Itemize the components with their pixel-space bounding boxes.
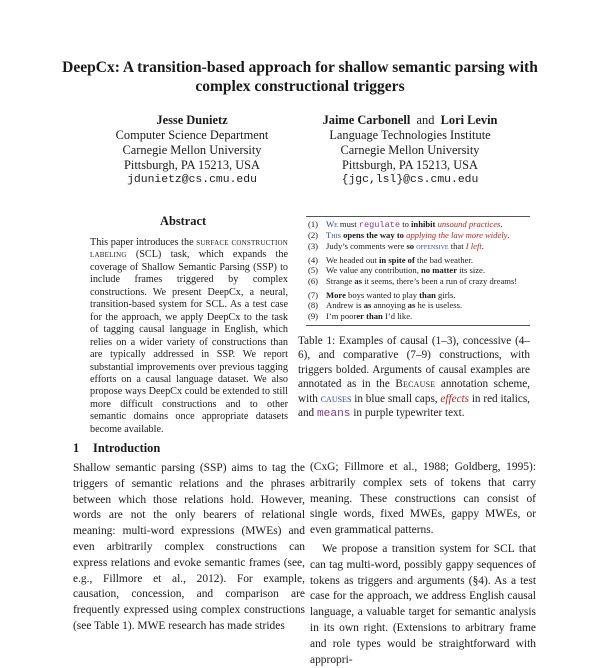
example-group-causal — [308, 219, 510, 251]
author-address: Pittsburgh, PA 15213, USA — [124, 158, 260, 172]
example-text: boys wanted to play — [345, 290, 420, 300]
trigger: no matter — [421, 265, 458, 276]
example-number: (7) — [308, 290, 319, 300]
example-text: that — [448, 240, 466, 251]
cause-arg: We — [326, 219, 338, 229]
example-text: . — [507, 230, 510, 241]
author-block-1 — [80, 113, 304, 188]
author-address: Pittsburgh, PA 15213, USA — [342, 158, 478, 172]
caption-text: annotation scheme, with — [298, 378, 530, 405]
caption-means-key: means — [316, 408, 351, 421]
author-email[interactable]: jdunietz@cs.cmu.edu — [127, 174, 257, 186]
abstract-text-part: This paper introduces the — [90, 237, 197, 248]
caption-text: in red italics, and — [298, 392, 530, 420]
author-name-levin: Lori Levin — [440, 113, 498, 127]
author-institution: Carnegie Mellon University — [122, 143, 262, 157]
caption-text: in purple typewriter text. — [350, 407, 465, 420]
author-and: and — [416, 113, 435, 127]
author-dept: Language Technologies Institute — [329, 128, 491, 142]
example-row-3 — [308, 241, 510, 251]
example-row-4 — [308, 255, 517, 265]
example-row-8 — [308, 300, 462, 310]
example-text: it seems, there’s been a run of crazy dreams! — [362, 275, 518, 286]
effect-arg: unsound practices — [437, 219, 501, 229]
example-text: Judy’s comments were — [326, 240, 407, 251]
example-number: (8) — [308, 300, 319, 311]
example-number: (1) — [308, 219, 319, 229]
author-institution: Carnegie Mellon University — [340, 143, 480, 157]
example-text: We value any contribution, — [326, 265, 422, 276]
intro-paragraph: (CxG; Fillmore et al., 1988; Goldberg, 1995): arbitrarily complex sets of tokens that carry meaning. These constructions can consist of single words, fixed MWEs, gappy MWEs, or even grammatical patterns. — [310, 461, 536, 537]
example-row-2 — [308, 230, 510, 240]
trigger: as — [363, 300, 372, 311]
example-text: We headed out — [326, 255, 379, 265]
example-number: (6) — [308, 275, 319, 286]
example-row-1 — [308, 219, 510, 230]
cause-arg: offensive — [416, 240, 449, 251]
effect-arg: I left — [465, 240, 482, 251]
trigger: to — [396, 230, 404, 241]
trigger: than — [419, 290, 436, 300]
example-number: (5) — [308, 265, 319, 276]
intro-right-column — [310, 460, 536, 668]
example-text: Andrew is — [326, 300, 364, 311]
author-name-carbonell: Jaime Carbonell — [322, 113, 411, 127]
example-group-concessive — [308, 255, 517, 286]
means-arg: regulate — [358, 220, 401, 230]
example-text: its size. — [457, 265, 485, 276]
example-row-9 — [308, 311, 462, 321]
example-text: must — [337, 219, 359, 229]
example-number: (3) — [308, 240, 319, 251]
table-1-examples — [306, 216, 530, 326]
section-number: 1 — [73, 441, 80, 455]
intro-paragraph: We propose a transition system for SCL that can tag multi-word, possibly gappy sequences of tokens as triggers and arguments (§4). As a test case for the approach, we address English causal language, a valuable target for semantic analysis in its own right. (Extensions to arbitrary frame and role types would be straightforward with appropri- — [310, 542, 536, 666]
table-1-caption — [298, 334, 530, 421]
example-number: (2) — [308, 230, 319, 241]
author-email[interactable]: {jgc,lsl}@cs.cmu.edu — [341, 174, 479, 186]
section-heading-introduction — [73, 441, 160, 456]
example-row-6 — [308, 276, 517, 286]
example-group-comparative — [308, 290, 462, 321]
example-row-5 — [308, 265, 517, 275]
example-text: girls. — [435, 290, 456, 300]
intro-left-column: Shallow semantic parsing (SSP) aims to tag the triggers of semantic relations and the phrases between which those relations hold. However, words are not the only bearers of relational meaning: multi-word expressions (MWEs) and even arbitrarily complex constructions can express relations and evoke semantic frames (see, e.g., Fillmore et al., 2012). For example, causation, concession, and comparison are frequently expressed using complex constructions (see Table 1). MWE research has made strides — [73, 462, 305, 632]
cause-arg: This — [326, 230, 341, 241]
abstract-text-part: (SCL) task, which expands the coverage of Shallow Semantic Parsing (SSP) to include frames triggered by complex constructions. We present DeepCx, a neural, transition-based system for SCL. As a test case for the approach, we apply DeepCx to the task of tagging causal language in English, which relies on a wider variety of constructions than are typically addressed in SSP. We report substantial improvements over previous tagging efforts on a causal language dataset. We also propose ways DeepCx could be extended to still more difficult constructions and to other semantic domains once appropriate datasets become available. — [90, 249, 288, 435]
trigger: er — [356, 310, 364, 321]
example-text: annoying — [371, 300, 408, 311]
trigger: More — [326, 290, 346, 300]
trigger: than — [366, 310, 383, 321]
example-number: (4) — [308, 255, 319, 265]
author-block-2 — [298, 113, 522, 188]
trigger: inhibit — [411, 219, 436, 229]
example-text: . — [500, 219, 503, 229]
caption-scheme-name: Because — [395, 378, 436, 391]
example-text: I’m poor — [326, 310, 357, 321]
paper-title: DeepCx: A transition-based approach for shallow semantic parsing with complex constructional triggers — [62, 59, 538, 95]
example-text: to — [400, 219, 412, 229]
example-number: (9) — [308, 310, 319, 321]
example-text: he is useless. — [415, 300, 463, 311]
author-name: Jesse Dunietz — [156, 113, 228, 127]
trigger: opens the way — [343, 230, 395, 241]
abstract-heading: Abstract — [160, 214, 207, 228]
example-text: I’d like. — [382, 310, 413, 321]
section-title: Introduction — [93, 441, 161, 455]
caption-text: in blue small caps, — [351, 392, 441, 405]
trigger: as — [407, 300, 416, 311]
effect-arg: applying the law more widely — [406, 230, 508, 241]
abstract-scl-term: surface construction labeling — [90, 237, 288, 261]
example-text: Strange — [326, 275, 355, 286]
trigger: in spite of — [379, 255, 415, 265]
example-text: . — [481, 240, 484, 251]
caption-text: Table 1: Examples of causal (1–3), concessive (4–6), and comparative (7–9) constructions, with triggers bolded. Arguments of causal examples are annotated as in the — [298, 335, 530, 391]
abstract-text — [90, 237, 288, 436]
caption-effects-key: effects — [440, 392, 469, 405]
caption-causes-key: causes — [320, 392, 352, 405]
trigger: as — [354, 275, 363, 286]
trigger: so — [406, 240, 415, 251]
example-row-7 — [308, 290, 462, 300]
author-dept: Computer Science Department — [115, 128, 269, 142]
example-text: the bad weather. — [414, 255, 474, 265]
